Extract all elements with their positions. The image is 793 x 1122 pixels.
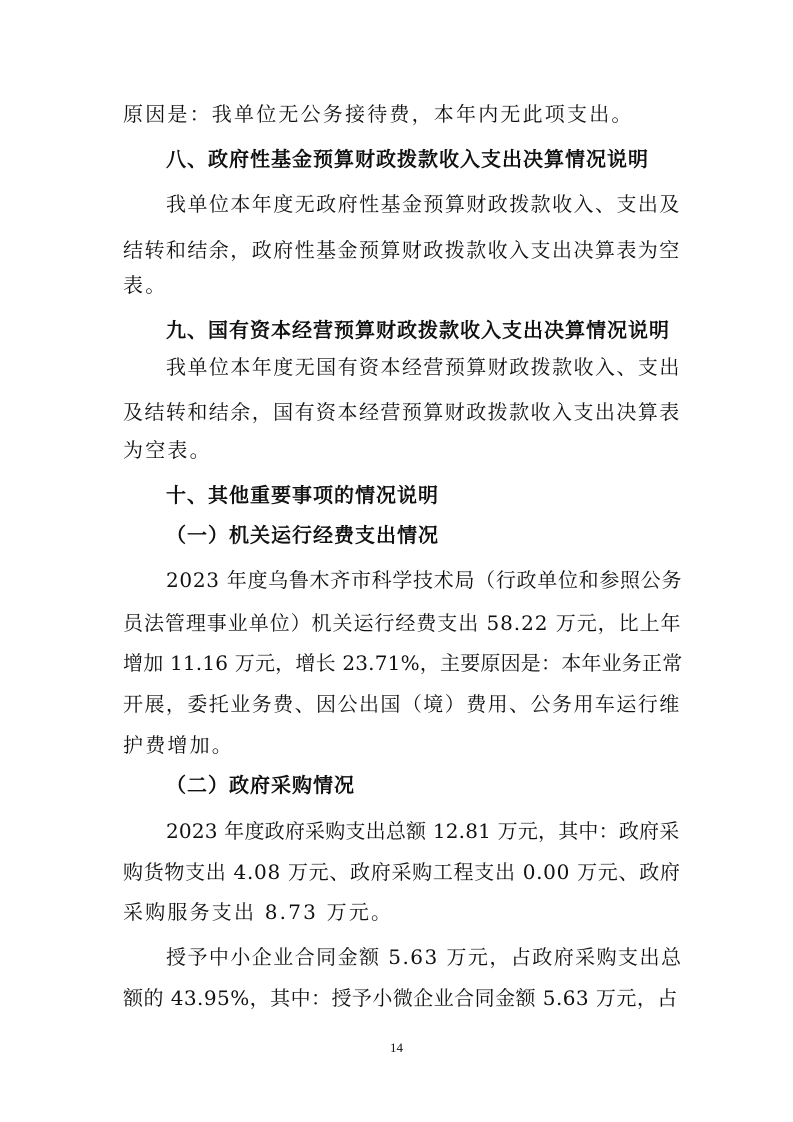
paragraph-line: 授予中小企业合同金额 5.63 万元，占政府采购支出总 (166, 945, 683, 969)
paragraph-line: 及结转和结余，国有资本经营预算财政拨款收入支出决算表 (123, 400, 681, 424)
paragraph-line: 结转和结余，政府性基金预算财政拨款收入支出决算表为空 (123, 238, 681, 262)
page-number: 14 (390, 1040, 403, 1055)
paragraph-line: 护费增加。 (123, 733, 234, 757)
subsection-heading-2: （二）政府采购情况 (166, 773, 355, 797)
paragraph-line: 购货物支出 4.08 万元、政府采购工程支出 0.00 万元、政府 (123, 860, 681, 884)
paragraph-line: 开展，委托业务费、因公出国（境）费用、公务用车运行维 (123, 692, 681, 716)
paragraph-line: 我单位本年度无国有资本经营预算财政拨款收入、支出 (166, 355, 681, 379)
paragraph-line: 原因是：我单位无公务接待费，本年内无此项支出。 (123, 102, 634, 126)
section-heading-8: 八、政府性基金预算财政拨款收入支出决算情况说明 (166, 147, 649, 171)
paragraph-line: 2023 年度政府采购支出总额 12.81 万元，其中：政府采 (166, 819, 680, 843)
paragraph-line: 2023 年度乌鲁木齐市科学技术局（行政单位和参照公务 (166, 568, 683, 592)
section-heading-10: 十、其他重要事项的情况说明 (166, 483, 439, 507)
paragraph-line: 增加 11.16 万元，增长 23.71%，主要原因是：本年业务正常 (123, 651, 683, 675)
section-heading-9: 九、国有资本经营预算财政拨款收入支出决算情况说明 (166, 318, 670, 342)
paragraph-line: 表。 (123, 273, 168, 297)
subsection-heading-1: （一）机关运行经费支出情况 (166, 523, 439, 547)
paragraph-line: 为空表。 (123, 438, 212, 462)
paragraph-line: 采购服务支出 8.73 万元。 (123, 900, 394, 924)
paragraph-line: 员法管理事业单位）机关运行经费支出 58.22 万元，比上年 (123, 611, 682, 635)
paragraph-line: 我单位本年度无政府性基金预算财政拨款收入、支出及 (166, 192, 681, 216)
paragraph-line: 额的 43.95%，其中：授予小微企业合同金额 5.63 万元，占 (123, 986, 678, 1010)
